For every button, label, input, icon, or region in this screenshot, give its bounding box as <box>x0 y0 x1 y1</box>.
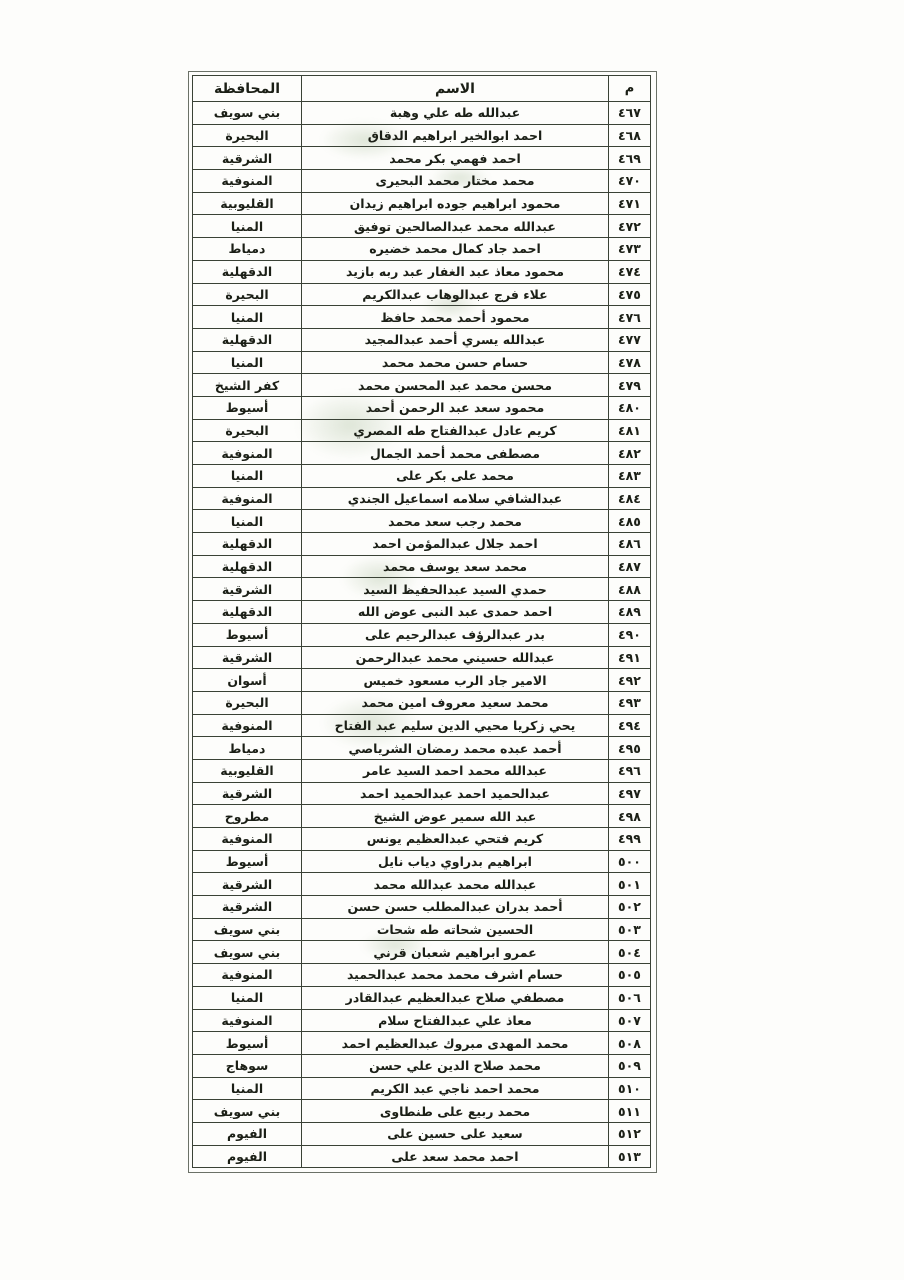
row-number: ٤٨٤ <box>609 487 651 510</box>
row-number: ٤٩٨ <box>609 805 651 828</box>
row-governorate: الفيوم <box>193 1122 302 1145</box>
row-governorate: الدقهلية <box>193 555 302 578</box>
column-header-name: الاسم <box>302 76 609 102</box>
table-row <box>193 1122 651 1145</box>
row-number: ٤٧٥ <box>609 283 651 306</box>
row-name: الامير جاد الرب مسعود خميس <box>302 669 609 692</box>
row-name: محمد ربيع على طنطاوى <box>302 1100 609 1123</box>
row-number: ٤٨٣ <box>609 465 651 488</box>
row-governorate: المنيا <box>193 986 302 1009</box>
row-name: ابراهيم بدراوي دياب نايل <box>302 850 609 873</box>
row-name: عمرو ابراهيم شعبان قرني <box>302 941 609 964</box>
row-name: كريم عادل عبدالفتاح طه المصري <box>302 419 609 442</box>
table-row <box>193 669 651 692</box>
row-governorate: أسيوط <box>193 1032 302 1055</box>
row-governorate: مطروح <box>193 805 302 828</box>
table-row <box>193 170 651 193</box>
table-row <box>193 601 651 624</box>
row-number: ٤٩٠ <box>609 623 651 646</box>
table-row <box>193 215 651 238</box>
row-governorate: المنوفية <box>193 442 302 465</box>
row-number: ٤٩١ <box>609 646 651 669</box>
row-name: عبدالله حسيني محمد عبدالرحمن <box>302 646 609 669</box>
row-name: عبدالشافي سلامه اسماعيل الجندي <box>302 487 609 510</box>
row-number: ٤٧٧ <box>609 328 651 351</box>
row-governorate: الشرقية <box>193 578 302 601</box>
row-name: عبدالحميد احمد عبدالحميد احمد <box>302 782 609 805</box>
row-name: محمود أحمد محمد حافظ <box>302 306 609 329</box>
row-name: حسام حسن محمد محمد <box>302 351 609 374</box>
table-row <box>193 1054 651 1077</box>
row-name: الحسين شحاته طه شحات <box>302 918 609 941</box>
row-governorate: المنيا <box>193 306 302 329</box>
table-row <box>193 986 651 1009</box>
row-number: ٤٩٧ <box>609 782 651 805</box>
row-governorate: القليوبية <box>193 759 302 782</box>
row-number: ٤٦٧ <box>609 102 651 125</box>
table-row <box>193 1032 651 1055</box>
table-row <box>193 510 651 533</box>
row-number: ٤٨٦ <box>609 533 651 556</box>
table-row <box>193 1077 651 1100</box>
row-number: ٤٩٦ <box>609 759 651 782</box>
row-governorate: الشرقية <box>193 782 302 805</box>
row-number: ٥٠٢ <box>609 896 651 919</box>
table-row <box>193 623 651 646</box>
row-name: يحي زكريا محيي الدين سليم عبد الفتاح <box>302 714 609 737</box>
table-row <box>193 328 651 351</box>
row-name: علاء فرج عبدالوهاب عبدالكريم <box>302 283 609 306</box>
row-governorate: الدقهلية <box>193 328 302 351</box>
row-number: ٤٨٧ <box>609 555 651 578</box>
row-governorate: بني سويف <box>193 102 302 125</box>
row-name: محمد سعد يوسف محمد <box>302 555 609 578</box>
row-name: عبدالله محمد احمد السيد عامر <box>302 759 609 782</box>
table-row <box>193 238 651 261</box>
table-row <box>193 102 651 125</box>
row-name: معاذ علي عبدالفتاح سلام <box>302 1009 609 1032</box>
table-row <box>193 1009 651 1032</box>
row-governorate: القليوبية <box>193 192 302 215</box>
row-number: ٥٠٤ <box>609 941 651 964</box>
table-row <box>193 351 651 374</box>
row-governorate: المنيا <box>193 351 302 374</box>
row-name: احمد جاد كمال محمد خضيره <box>302 238 609 261</box>
row-governorate: بني سويف <box>193 1100 302 1123</box>
table-row <box>193 192 651 215</box>
table-row <box>193 782 651 805</box>
row-governorate: الدقهلية <box>193 601 302 624</box>
row-number: ٤٩٩ <box>609 828 651 851</box>
table-row <box>193 646 651 669</box>
row-governorate: المنوفية <box>193 487 302 510</box>
row-governorate: سوهاج <box>193 1054 302 1077</box>
row-number: ٥٠٥ <box>609 964 651 987</box>
row-governorate: أسيوط <box>193 850 302 873</box>
row-name: محمد على بكر على <box>302 465 609 488</box>
row-governorate: دمياط <box>193 737 302 760</box>
row-governorate: كفر الشيخ <box>193 374 302 397</box>
row-number: ٤٧٦ <box>609 306 651 329</box>
row-governorate: الدقهلية <box>193 260 302 283</box>
row-governorate: الشرقية <box>193 896 302 919</box>
row-governorate: المنيا <box>193 215 302 238</box>
table-row <box>193 306 651 329</box>
table-row <box>193 828 651 851</box>
row-governorate: بني سويف <box>193 918 302 941</box>
table-row <box>193 1145 651 1168</box>
table-row <box>193 374 651 397</box>
row-governorate: المنيا <box>193 1077 302 1100</box>
row-number: ٤٨٨ <box>609 578 651 601</box>
row-number: ٤٦٨ <box>609 124 651 147</box>
row-governorate: المنيا <box>193 510 302 533</box>
row-name: احمد حمدى عبد النبى عوض الله <box>302 601 609 624</box>
row-number: ٥٠٩ <box>609 1054 651 1077</box>
row-name: عبد الله سمير عوض الشيخ <box>302 805 609 828</box>
row-number: ٤٧٨ <box>609 351 651 374</box>
table-row <box>193 714 651 737</box>
row-number: ٤٩٤ <box>609 714 651 737</box>
row-name: سعيد على حسين على <box>302 1122 609 1145</box>
row-number: ٤٧٤ <box>609 260 651 283</box>
row-name: مصطفى محمد أحمد الجمال <box>302 442 609 465</box>
row-name: حسام اشرف محمد محمد عبدالحميد <box>302 964 609 987</box>
row-name: حمدي السيد عبدالحفيظ السيد <box>302 578 609 601</box>
row-name: عبدالله طه علي وهبة <box>302 102 609 125</box>
row-number: ٥٠٦ <box>609 986 651 1009</box>
row-name: محمد المهدى مبروك عبدالعظيم احمد <box>302 1032 609 1055</box>
row-governorate: الشرقية <box>193 646 302 669</box>
table-row <box>193 1100 651 1123</box>
row-number: ٥١٢ <box>609 1122 651 1145</box>
table-row <box>193 465 651 488</box>
row-number: ٤٩٥ <box>609 737 651 760</box>
row-governorate: المنوفية <box>193 964 302 987</box>
row-governorate: الشرقية <box>193 873 302 896</box>
row-name: محسن محمد عبد المحسن محمد <box>302 374 609 397</box>
row-governorate: الدقهلية <box>193 533 302 556</box>
table-row <box>193 759 651 782</box>
table-row <box>193 918 651 941</box>
table-row <box>193 419 651 442</box>
table-row <box>193 396 651 419</box>
table-header <box>193 76 651 102</box>
row-name: محمد سعيد معروف امين محمد <box>302 691 609 714</box>
row-governorate: دمياط <box>193 238 302 261</box>
row-number: ٥٠١ <box>609 873 651 896</box>
roster-body <box>193 102 651 1168</box>
column-header-governorate: المحافظة <box>193 76 302 102</box>
row-number: ٥٠٣ <box>609 918 651 941</box>
row-name: احمد فهمي بكر محمد <box>302 147 609 170</box>
row-number: ٤٨٢ <box>609 442 651 465</box>
row-governorate: البحيرة <box>193 283 302 306</box>
column-header-number: م <box>609 76 651 102</box>
table-row <box>193 941 651 964</box>
table-row <box>193 124 651 147</box>
row-number: ٤٧٠ <box>609 170 651 193</box>
row-number: ٤٧٩ <box>609 374 651 397</box>
row-governorate: الشرقية <box>193 147 302 170</box>
row-number: ٤٨٥ <box>609 510 651 533</box>
row-name: أحمد بدران عبدالمطلب حسن حسن <box>302 896 609 919</box>
row-name: عبدالله محمد عبدالله محمد <box>302 873 609 896</box>
row-number: ٤٦٩ <box>609 147 651 170</box>
table-row <box>193 147 651 170</box>
table-row <box>193 260 651 283</box>
row-number: ٥٠٧ <box>609 1009 651 1032</box>
table-row <box>193 737 651 760</box>
table-row <box>193 873 651 896</box>
row-governorate: أسيوط <box>193 623 302 646</box>
row-governorate: الفيوم <box>193 1145 302 1168</box>
row-governorate: بني سويف <box>193 941 302 964</box>
table-row <box>193 805 651 828</box>
row-name: احمد ابوالخير ابراهيم الدقاق <box>302 124 609 147</box>
row-number: ٤٨١ <box>609 419 651 442</box>
row-number: ٥٠٠ <box>609 850 651 873</box>
row-name: محمد رجب سعد محمد <box>302 510 609 533</box>
table-row <box>193 533 651 556</box>
row-name: محمود ابراهيم جوده ابراهيم زيدان <box>302 192 609 215</box>
row-governorate: البحيرة <box>193 124 302 147</box>
table-row <box>193 691 651 714</box>
table-row <box>193 850 651 873</box>
row-name: محمد احمد ناجي عبد الكريم <box>302 1077 609 1100</box>
row-number: ٤٩٢ <box>609 669 651 692</box>
row-name: بدر عبدالرؤف عبدالرحيم على <box>302 623 609 646</box>
row-name: كريم فتحي عبدالعظيم يونس <box>302 828 609 851</box>
row-number: ٤٩٣ <box>609 691 651 714</box>
row-name: عبدالله يسري أحمد عبدالمجيد <box>302 328 609 351</box>
row-number: ٥١١ <box>609 1100 651 1123</box>
names-roster-table <box>192 75 651 1168</box>
row-governorate: البحيرة <box>193 691 302 714</box>
row-governorate: المنيا <box>193 465 302 488</box>
row-number: ٥١٣ <box>609 1145 651 1168</box>
row-number: ٤٨٩ <box>609 601 651 624</box>
table-row <box>193 964 651 987</box>
row-number: ٤٧٢ <box>609 215 651 238</box>
row-name: محمود معاذ عبد الغفار عبد ربه بازيد <box>302 260 609 283</box>
row-name: مصطفي صلاح عبدالعظيم عبدالقادر <box>302 986 609 1009</box>
table-row <box>193 487 651 510</box>
row-governorate: المنوفية <box>193 1009 302 1032</box>
table-row <box>193 283 651 306</box>
table-row <box>193 896 651 919</box>
table-row <box>193 442 651 465</box>
row-governorate: المنوفية <box>193 170 302 193</box>
row-name: عبدالله محمد عبدالصالحين توفيق <box>302 215 609 238</box>
table-row <box>193 555 651 578</box>
row-governorate: أسيوط <box>193 396 302 419</box>
row-number: ٤٧١ <box>609 192 651 215</box>
table-row <box>193 578 651 601</box>
row-name: احمد جلال عبدالمؤمن احمد <box>302 533 609 556</box>
row-number: ٥١٠ <box>609 1077 651 1100</box>
row-name: محمد صلاح الدين علي حسن <box>302 1054 609 1077</box>
row-governorate: البحيرة <box>193 419 302 442</box>
header-row <box>193 76 651 102</box>
row-number: ٥٠٨ <box>609 1032 651 1055</box>
row-governorate: المنوفية <box>193 828 302 851</box>
row-number: ٤٨٠ <box>609 396 651 419</box>
row-name: احمد محمد سعد على <box>302 1145 609 1168</box>
row-name: أحمد عبده محمد رمضان الشرياصي <box>302 737 609 760</box>
row-number: ٤٧٣ <box>609 238 651 261</box>
row-name: محمد مختار محمد البحيرى <box>302 170 609 193</box>
row-governorate: المنوفية <box>193 714 302 737</box>
row-name: محمود سعد عبد الرحمن أحمد <box>302 396 609 419</box>
row-governorate: أسوان <box>193 669 302 692</box>
